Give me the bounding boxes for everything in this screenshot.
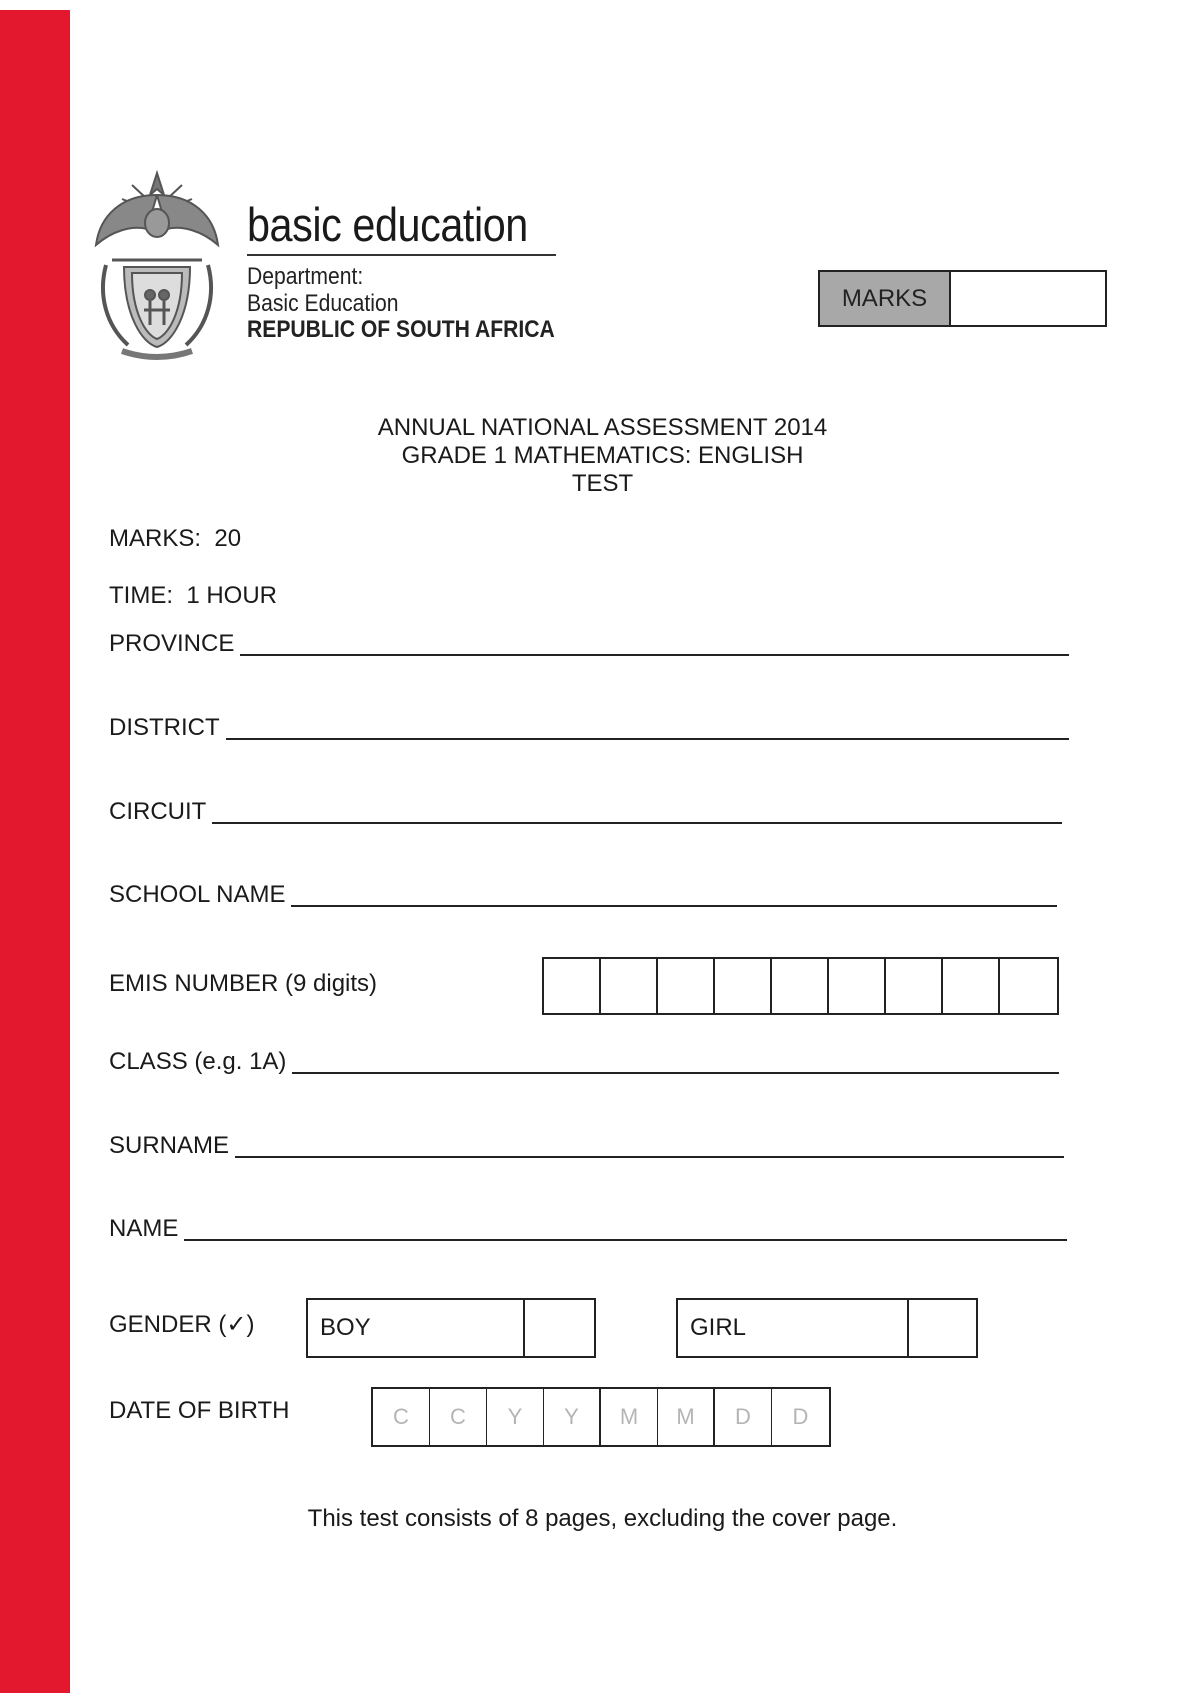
gender-label: GENDER (✓) bbox=[109, 1311, 255, 1338]
brand-country: REPUBLIC OF SOUTH AFRICA bbox=[247, 316, 555, 343]
class-line[interactable] bbox=[292, 1072, 1059, 1074]
time-info: TIME: 1 HOUR bbox=[109, 582, 278, 609]
class-label: CLASS (e.g. 1A) bbox=[109, 1048, 287, 1075]
emis-digit-box[interactable] bbox=[1000, 959, 1057, 1013]
circuit-field[interactable] bbox=[109, 798, 1062, 832]
school-name-label: SCHOOL NAME bbox=[109, 881, 286, 908]
emis-number-label: EMIS NUMBER (9 digits) bbox=[109, 970, 378, 997]
date-of-birth-boxes[interactable] bbox=[371, 1387, 831, 1447]
name-field[interactable] bbox=[109, 1215, 1067, 1249]
class-field[interactable] bbox=[109, 1048, 1059, 1082]
brand-title: basic education bbox=[247, 198, 528, 251]
circuit-line[interactable] bbox=[212, 822, 1062, 824]
gender-girl-tick-box[interactable] bbox=[909, 1300, 976, 1356]
emis-digit-box[interactable] bbox=[943, 959, 1000, 1013]
dob-day-box[interactable]: D bbox=[792, 1404, 809, 1429]
district-line[interactable] bbox=[226, 738, 1069, 740]
emis-digit-box[interactable] bbox=[715, 959, 772, 1013]
emis-digit-box[interactable] bbox=[829, 959, 886, 1013]
district-label: DISTRICT bbox=[109, 714, 220, 741]
brand-divider bbox=[247, 254, 556, 256]
gender-girl-label: GIRL bbox=[678, 1300, 909, 1356]
emis-digit-box[interactable] bbox=[772, 959, 829, 1013]
dob-year-box[interactable]: Y bbox=[487, 1389, 544, 1445]
surname-line[interactable] bbox=[235, 1156, 1064, 1158]
heading-line-3: TEST bbox=[571, 470, 634, 497]
heading-line-1: ANNUAL NATIONAL ASSESSMENT 2014 bbox=[377, 414, 828, 441]
school-name-field[interactable] bbox=[109, 881, 1057, 915]
coat-of-arms-emblem-icon bbox=[92, 165, 222, 363]
surname-label: SURNAME bbox=[109, 1132, 230, 1159]
school-name-line[interactable] bbox=[291, 905, 1057, 907]
dob-day-box[interactable]: D bbox=[715, 1389, 772, 1445]
heading-line-2: GRADE 1 MATHEMATICS: ENGLISH bbox=[401, 442, 804, 469]
province-line[interactable] bbox=[240, 654, 1069, 656]
side-color-bar bbox=[0, 10, 70, 1693]
gender-girl-option[interactable] bbox=[676, 1298, 978, 1358]
emis-number-boxes[interactable] bbox=[542, 957, 1059, 1015]
emis-digit-box[interactable] bbox=[886, 959, 943, 1013]
name-line[interactable] bbox=[184, 1239, 1067, 1241]
marks-info: MARKS: 20 bbox=[109, 525, 242, 552]
emis-digit-box[interactable] bbox=[544, 959, 601, 1013]
gender-boy-label: BOY bbox=[308, 1300, 525, 1356]
gender-boy-tick-box[interactable] bbox=[525, 1300, 594, 1356]
emis-digit-box[interactable] bbox=[658, 959, 715, 1013]
province-label: PROVINCE bbox=[109, 630, 235, 657]
marks-box-value[interactable] bbox=[951, 272, 1105, 325]
dob-century-box[interactable]: C bbox=[430, 1389, 487, 1445]
dob-month-box[interactable]: M bbox=[601, 1389, 658, 1445]
page-count-note: This test consists of 8 pages, excluding the cover page. bbox=[307, 1505, 898, 1532]
date-of-birth-label: DATE OF BIRTH bbox=[109, 1397, 290, 1424]
gender-boy-option[interactable] bbox=[306, 1298, 596, 1358]
marks-box bbox=[818, 270, 1107, 327]
circuit-label: CIRCUIT bbox=[109, 798, 207, 825]
surname-field[interactable] bbox=[109, 1132, 1064, 1166]
brand-department-name: Basic Education bbox=[247, 290, 399, 317]
name-label: NAME bbox=[109, 1215, 179, 1242]
emis-digit-box[interactable] bbox=[601, 959, 658, 1013]
dob-century-box[interactable]: C bbox=[373, 1389, 430, 1445]
province-field[interactable] bbox=[109, 630, 1069, 664]
brand-department: Department: bbox=[247, 263, 364, 290]
district-field[interactable] bbox=[109, 714, 1069, 748]
dob-year-box[interactable]: Y bbox=[544, 1389, 601, 1445]
marks-box-label: MARKS bbox=[820, 272, 951, 325]
dob-month-box[interactable]: M bbox=[658, 1389, 715, 1445]
